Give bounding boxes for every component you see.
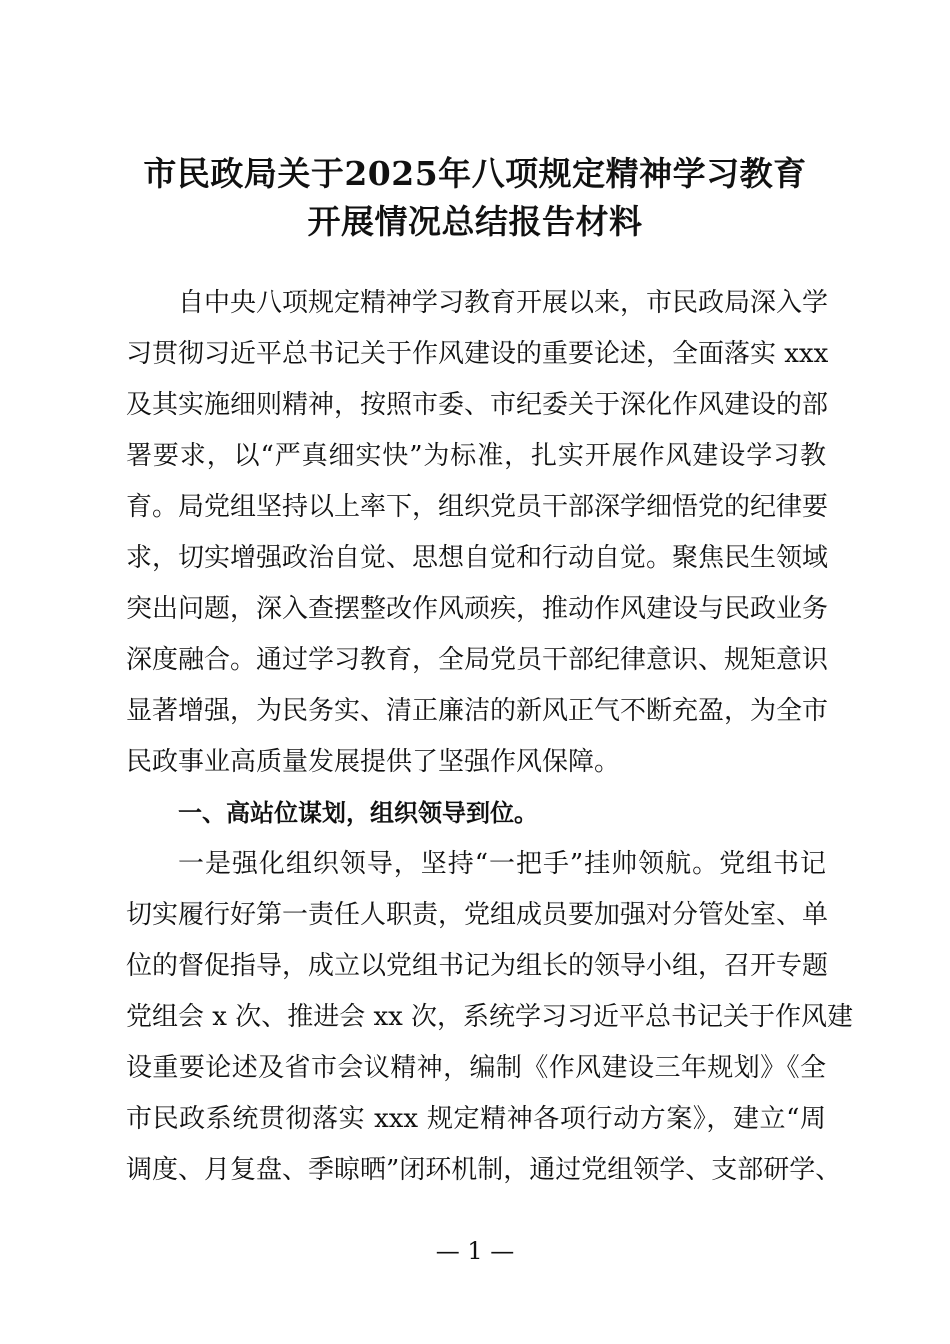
paragraph-1-line: 民政事业高质量发展提供了坚强作风保障。 xyxy=(126,747,621,777)
paragraph-1-line: 求，切实增强政治自觉、思想自觉和行动自觉。聚焦民生领域 xyxy=(126,543,829,573)
paragraph-1-line: 育。局党组坚持以上率下，组织党员干部深学细悟党的纪律要 xyxy=(126,492,829,522)
paragraph-1-line: 自中央八项规定精神学习教育开展以来，市民政局深入学 xyxy=(178,288,829,318)
paragraph-2-line: 切实履行好第一责任人职责，党组成员要加强对分管处室、单 xyxy=(126,900,829,930)
page-number: — 1 — xyxy=(435,1237,515,1265)
paragraph-2-line: 设重要论述及省市会议精神，编制《作风建设三年规划》《全 xyxy=(126,1053,826,1083)
paragraph-1-line: 署要求，以“严真细实快”为标准，扎实开展作风建设学习教 xyxy=(126,441,826,471)
paragraph-2-line: 一是强化组织领导，坚持“一把手”挂帅领航。党组书记 xyxy=(178,849,826,879)
document-title-line-2: 开展情况总结报告材料 xyxy=(307,202,643,241)
paragraph-1-line: 及其实施细则精神，按照市委、市纪委关于深化作风建设的部 xyxy=(126,390,829,420)
paragraph-1-line: 显著增强，为民务实、清正廉洁的新风正气不断充盈，为全市 xyxy=(126,696,829,726)
document-title-line-1: 市民政局关于2025年八项规定精神学习教育 xyxy=(143,154,807,193)
paragraph-2-line: 位的督促指导，成立以党组书记为组长的领导小组，召开专题 xyxy=(126,951,829,981)
paragraph-2-line: 调度、月复盘、季晾晒”闭环机制，通过党组领学、支部研学、 xyxy=(126,1155,842,1185)
paragraph-1-line: 深度融合。通过学习教育，全局党员干部纪律意识、规矩意识 xyxy=(126,645,829,675)
section-heading-1: 一、高站位谋划，组织领导到位。 xyxy=(178,799,538,827)
paragraph-2-line: 市民政系统贯彻落实 xxx 规定精神各项行动方案》，建立“周 xyxy=(126,1104,826,1134)
paragraph-1-line: 习贯彻习近平总书记关于作风建设的重要论述，全面落实 xxx xyxy=(126,339,829,369)
paragraph-1-line: 突出问题，深入查摆整改作风顽疾，推动作风建设与民政业务 xyxy=(126,594,829,624)
paragraph-2-line: 党组会 x 次、推进会 xx 次，系统学习习近平总书记关于作风建 xyxy=(126,1002,854,1032)
